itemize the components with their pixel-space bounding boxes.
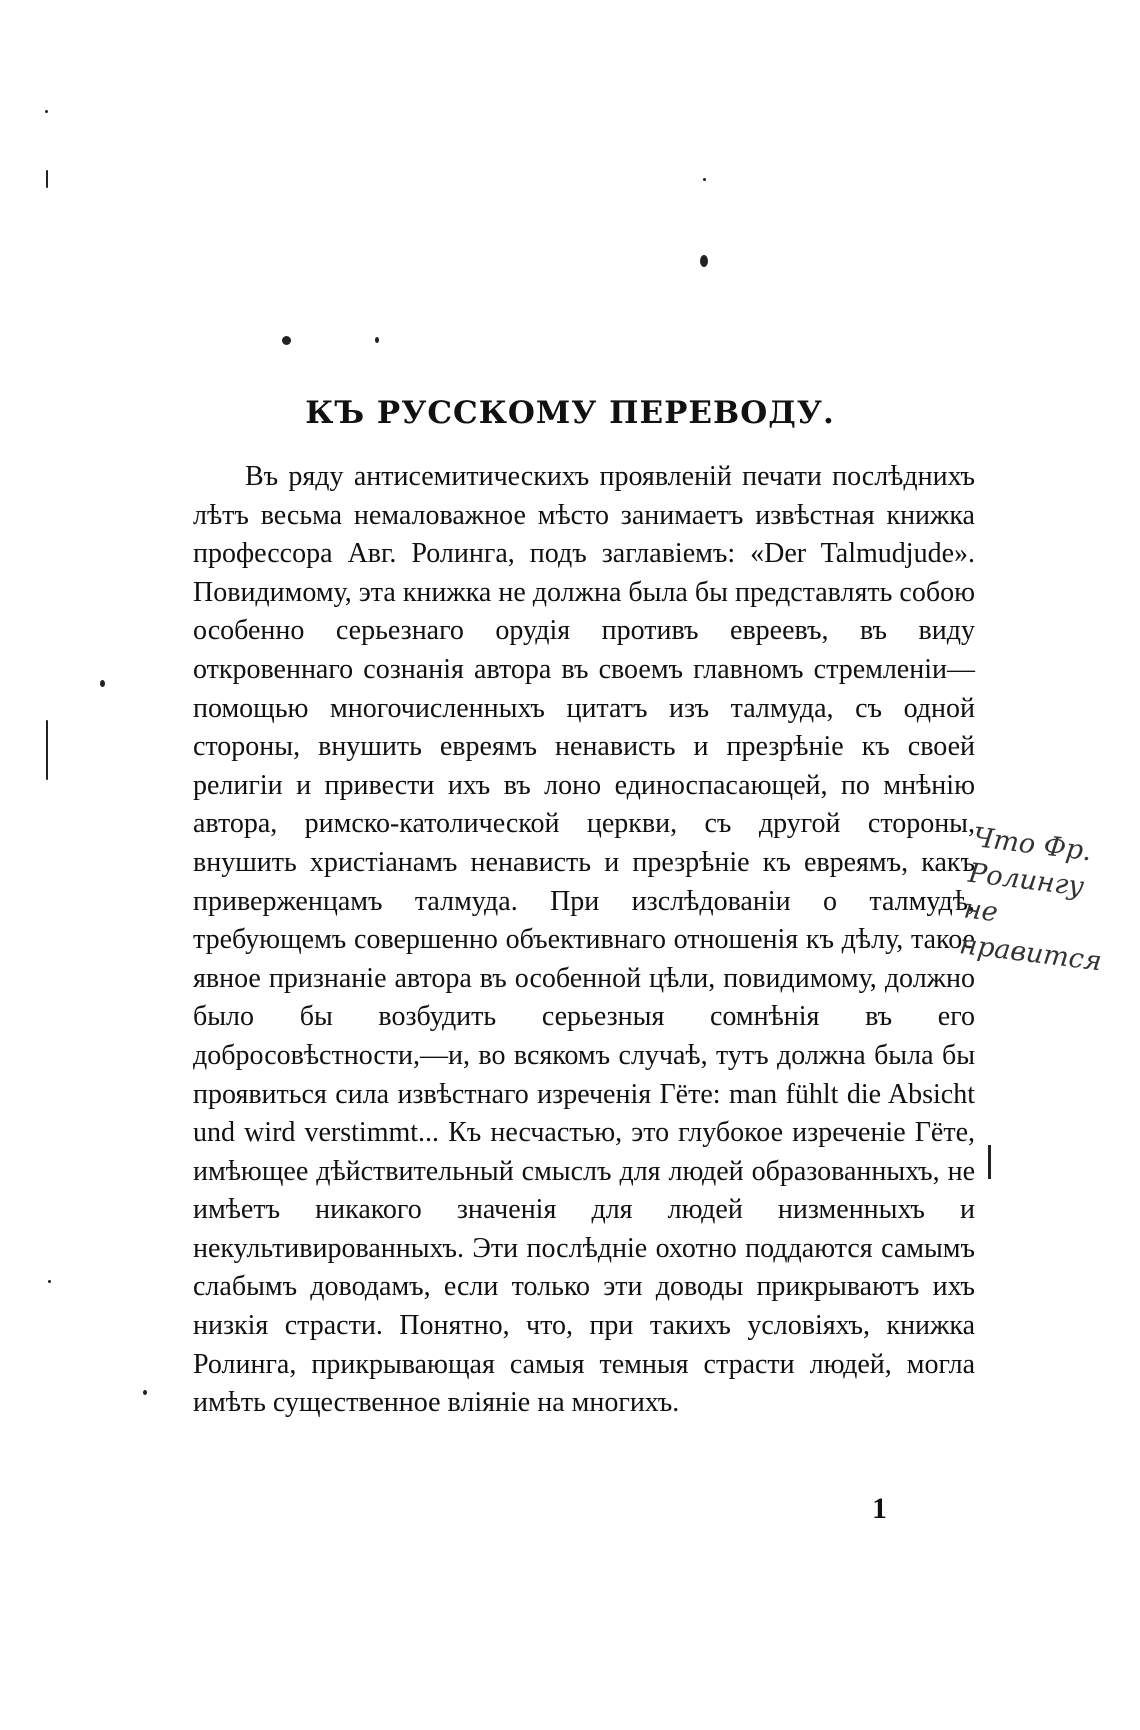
print-speck <box>282 336 291 345</box>
print-speck <box>143 1390 147 1395</box>
page-title: КЪ РУССКОМУ ПЕРЕВОДУ. <box>305 395 835 431</box>
body-paragraph: Въ ряду антисемитическихъ проявленій печати послѣднихъ лѣтъ весьма немаловажное мѣсто занимаетъ извѣстная книжка профессора Авг. Ролинга, подъ заглавіемъ: «Der Talmudjude». Повидимому, эта книжка не должна была бы представлять собою особенно серьезнаго орудія противъ евреевъ, въ виду откровеннаго сознанія автора въ своемъ главномъ стремленіи—помощью многочисленныхъ цитатъ изъ талмуда, съ одной стороны, внушить евреямъ ненависть и презрѣніе къ своей религіи и привести ихъ въ лоно единоспасающей, по мнѣнію автора, римско-католической церкви, съ другой стороны, внушить христіанамъ ненависть и презрѣніе къ евреямъ, какъ приверженцамъ талмуда. При изслѣдованіи о талмудѣ, требующемъ совершенно объективнаго отношенія къ дѣлу, такое явное признаніе автора въ особенной цѣли, повидимому, должно было бы возбудить серьезныя сомнѣнія въ его добросовѣстности,—и, во всякомъ случаѣ, тутъ должна была бы проявиться сила извѣстнаго изреченія Гёте: man fühlt die Absicht und wird verstimmt... Къ несчастью, это глубокое изреченіе Гёте, имѣющее дѣйствительный смыслъ для людей образованныхъ, не имѣетъ никакого значенія для людей низменныхъ и некультивированныхъ. Эти послѣдніе охотно поддаются самымъ слабымъ доводамъ, если только эти доводы прикрываютъ ихъ низкія страсти. Понятно, что, при такихъ условіяхъ, книжка Ролинга, прикрывающая самыя темныя страсти людей, могла имѣть существенное вліяніе на многихъ. <box>193 461 975 1419</box>
handwritten-marginal-note: Что Фр. Ролингу не нравится <box>957 821 1104 978</box>
print-speck <box>46 720 48 780</box>
print-speck <box>703 178 706 181</box>
margin-mark <box>988 1145 991 1179</box>
print-speck <box>48 1280 51 1283</box>
page-number: 1 <box>872 1492 887 1525</box>
print-speck <box>700 255 708 267</box>
print-speck <box>375 337 379 343</box>
print-speck <box>46 170 48 188</box>
print-speck <box>45 110 48 113</box>
print-speck <box>100 680 105 687</box>
